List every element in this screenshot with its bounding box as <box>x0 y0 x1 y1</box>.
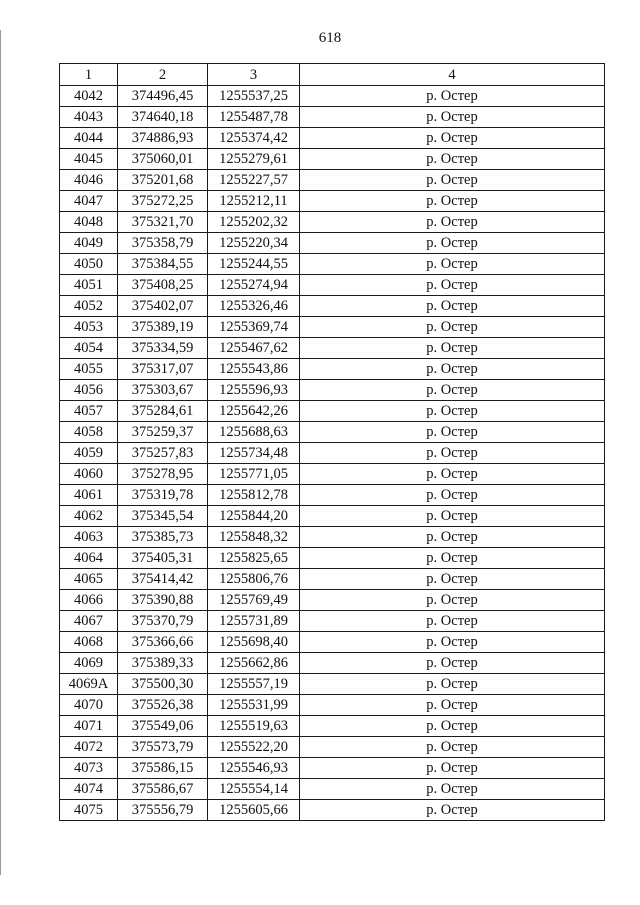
y-coordinate-cell: 1255202,32 <box>208 212 300 233</box>
y-coordinate-cell: 1255212,11 <box>208 191 300 212</box>
table-row <box>60 149 605 170</box>
x-coordinate-cell: 375272,25 <box>118 191 208 212</box>
x-coordinate-cell: 374886,93 <box>118 128 208 149</box>
y-coordinate-cell: 1255244,55 <box>208 254 300 275</box>
point-number-cell: 4065 <box>60 569 118 590</box>
x-coordinate-cell: 375500,30 <box>118 674 208 695</box>
y-coordinate-cell: 1255220,34 <box>208 233 300 254</box>
y-coordinate-cell: 1255554,14 <box>208 779 300 800</box>
point-number-cell: 4066 <box>60 590 118 611</box>
y-coordinate-cell: 1255326,46 <box>208 296 300 317</box>
description-cell: р. Остер <box>300 422 605 443</box>
point-number-cell: 4070 <box>60 695 118 716</box>
description-cell: р. Остер <box>300 695 605 716</box>
table-row <box>60 695 605 716</box>
point-number-cell: 4058 <box>60 422 118 443</box>
table-row <box>60 632 605 653</box>
table-row <box>60 422 605 443</box>
description-cell: р. Остер <box>300 275 605 296</box>
x-coordinate-cell: 375201,68 <box>118 170 208 191</box>
table-row <box>60 569 605 590</box>
point-number-cell: 4071 <box>60 716 118 737</box>
y-coordinate-cell: 1255642,26 <box>208 401 300 422</box>
y-coordinate-cell: 1255605,66 <box>208 800 300 821</box>
x-coordinate-cell: 375405,31 <box>118 548 208 569</box>
y-coordinate-cell: 1255557,19 <box>208 674 300 695</box>
description-cell: р. Остер <box>300 716 605 737</box>
x-coordinate-cell: 375259,37 <box>118 422 208 443</box>
x-coordinate-cell: 375358,79 <box>118 233 208 254</box>
description-cell: р. Остер <box>300 317 605 338</box>
description-cell: р. Остер <box>300 506 605 527</box>
point-number-cell: 4062 <box>60 506 118 527</box>
y-coordinate-cell: 1255596,93 <box>208 380 300 401</box>
x-coordinate-cell: 375549,06 <box>118 716 208 737</box>
description-cell: р. Остер <box>300 548 605 569</box>
y-coordinate-cell: 1255519,63 <box>208 716 300 737</box>
page-edge-line <box>0 30 1 875</box>
y-coordinate-cell: 1255522,20 <box>208 737 300 758</box>
description-cell: р. Остер <box>300 590 605 611</box>
point-number-cell: 4074 <box>60 779 118 800</box>
table-row <box>60 800 605 821</box>
y-coordinate-cell: 1255369,74 <box>208 317 300 338</box>
description-cell: р. Остер <box>300 737 605 758</box>
x-coordinate-cell: 375321,70 <box>118 212 208 233</box>
table-header-row <box>60 64 605 86</box>
x-coordinate-cell: 375319,78 <box>118 485 208 506</box>
point-number-cell: 4049 <box>60 233 118 254</box>
point-number-cell: 4068 <box>60 632 118 653</box>
x-coordinate-cell: 375586,67 <box>118 779 208 800</box>
y-coordinate-cell: 1255769,49 <box>208 590 300 611</box>
y-coordinate-cell: 1255848,32 <box>208 527 300 548</box>
x-coordinate-cell: 375526,38 <box>118 695 208 716</box>
description-cell: р. Остер <box>300 758 605 779</box>
table-row <box>60 170 605 191</box>
description-cell: р. Остер <box>300 800 605 821</box>
y-coordinate-cell: 1255227,57 <box>208 170 300 191</box>
column-header-1: 1 <box>60 64 118 86</box>
y-coordinate-cell: 1255374,42 <box>208 128 300 149</box>
table-row <box>60 191 605 212</box>
description-cell: р. Остер <box>300 632 605 653</box>
x-coordinate-cell: 375370,79 <box>118 611 208 632</box>
description-cell: р. Остер <box>300 254 605 275</box>
x-coordinate-cell: 374640,18 <box>118 107 208 128</box>
point-number-cell: 4050 <box>60 254 118 275</box>
table-row <box>60 233 605 254</box>
x-coordinate-cell: 375573,79 <box>118 737 208 758</box>
column-header-2: 2 <box>118 64 208 86</box>
x-coordinate-cell: 375385,73 <box>118 527 208 548</box>
table-row <box>60 674 605 695</box>
description-cell: р. Остер <box>300 380 605 401</box>
description-cell: р. Остер <box>300 611 605 632</box>
table-row <box>60 758 605 779</box>
description-cell: р. Остер <box>300 149 605 170</box>
y-coordinate-cell: 1255771,05 <box>208 464 300 485</box>
point-number-cell: 4056 <box>60 380 118 401</box>
point-number-cell: 4057 <box>60 401 118 422</box>
description-cell: р. Остер <box>300 128 605 149</box>
point-number-cell: 4048 <box>60 212 118 233</box>
y-coordinate-cell: 1255279,61 <box>208 149 300 170</box>
y-coordinate-cell: 1255531,99 <box>208 695 300 716</box>
x-coordinate-cell: 375257,83 <box>118 443 208 464</box>
y-coordinate-cell: 1255734,48 <box>208 443 300 464</box>
y-coordinate-cell: 1255487,78 <box>208 107 300 128</box>
point-number-cell: 4069 <box>60 653 118 674</box>
table-body <box>60 86 605 821</box>
description-cell: р. Остер <box>300 338 605 359</box>
table-row <box>60 317 605 338</box>
table-row <box>60 380 605 401</box>
x-coordinate-cell: 374496,45 <box>118 86 208 107</box>
point-number-cell: 4046 <box>60 170 118 191</box>
table-row <box>60 275 605 296</box>
description-cell: р. Остер <box>300 443 605 464</box>
y-coordinate-cell: 1255546,93 <box>208 758 300 779</box>
y-coordinate-cell: 1255806,76 <box>208 569 300 590</box>
table-row <box>60 779 605 800</box>
y-coordinate-cell: 1255698,40 <box>208 632 300 653</box>
point-number-cell: 4067 <box>60 611 118 632</box>
y-coordinate-cell: 1255688,63 <box>208 422 300 443</box>
y-coordinate-cell: 1255467,62 <box>208 338 300 359</box>
page-number: 618 <box>318 30 342 46</box>
y-coordinate-cell: 1255662,86 <box>208 653 300 674</box>
point-number-cell: 4045 <box>60 149 118 170</box>
x-coordinate-cell: 375284,61 <box>118 401 208 422</box>
description-cell: р. Остер <box>300 86 605 107</box>
coordinates-table <box>59 63 605 821</box>
table-row <box>60 485 605 506</box>
point-number-cell: 4047 <box>60 191 118 212</box>
x-coordinate-cell: 375384,55 <box>118 254 208 275</box>
table-row <box>60 128 605 149</box>
table-row <box>60 611 605 632</box>
x-coordinate-cell: 375408,25 <box>118 275 208 296</box>
table-row <box>60 107 605 128</box>
y-coordinate-cell: 1255537,25 <box>208 86 300 107</box>
x-coordinate-cell: 375366,66 <box>118 632 208 653</box>
point-number-cell: 4060 <box>60 464 118 485</box>
column-header-4: 4 <box>300 64 605 86</box>
description-cell: р. Остер <box>300 359 605 380</box>
table-row <box>60 548 605 569</box>
point-number-cell: 4073 <box>60 758 118 779</box>
point-number-cell: 4072 <box>60 737 118 758</box>
description-cell: р. Остер <box>300 569 605 590</box>
x-coordinate-cell: 375556,79 <box>118 800 208 821</box>
point-number-cell: 4043 <box>60 107 118 128</box>
y-coordinate-cell: 1255274,94 <box>208 275 300 296</box>
x-coordinate-cell: 375389,19 <box>118 317 208 338</box>
y-coordinate-cell: 1255812,78 <box>208 485 300 506</box>
y-coordinate-cell: 1255825,65 <box>208 548 300 569</box>
table-row <box>60 737 605 758</box>
point-number-cell: 4075 <box>60 800 118 821</box>
x-coordinate-cell: 375303,67 <box>118 380 208 401</box>
x-coordinate-cell: 375317,07 <box>118 359 208 380</box>
point-number-cell: 4061 <box>60 485 118 506</box>
description-cell: р. Остер <box>300 191 605 212</box>
y-coordinate-cell: 1255543,86 <box>208 359 300 380</box>
x-coordinate-cell: 375345,54 <box>118 506 208 527</box>
table-row <box>60 590 605 611</box>
y-coordinate-cell: 1255731,89 <box>208 611 300 632</box>
point-number-cell: 4044 <box>60 128 118 149</box>
y-coordinate-cell: 1255844,20 <box>208 506 300 527</box>
x-coordinate-cell: 375390,88 <box>118 590 208 611</box>
point-number-cell: 4059 <box>60 443 118 464</box>
point-number-cell: 4069А <box>60 674 118 695</box>
description-cell: р. Остер <box>300 401 605 422</box>
x-coordinate-cell: 375402,07 <box>118 296 208 317</box>
point-number-cell: 4063 <box>60 527 118 548</box>
column-header-3: 3 <box>208 64 300 86</box>
description-cell: р. Остер <box>300 170 605 191</box>
point-number-cell: 4042 <box>60 86 118 107</box>
table-row <box>60 401 605 422</box>
point-number-cell: 4053 <box>60 317 118 338</box>
point-number-cell: 4052 <box>60 296 118 317</box>
x-coordinate-cell: 375278,95 <box>118 464 208 485</box>
table-row <box>60 212 605 233</box>
description-cell: р. Остер <box>300 107 605 128</box>
description-cell: р. Остер <box>300 296 605 317</box>
x-coordinate-cell: 375334,59 <box>118 338 208 359</box>
description-cell: р. Остер <box>300 485 605 506</box>
table-row <box>60 338 605 359</box>
description-cell: р. Остер <box>300 233 605 254</box>
point-number-cell: 4051 <box>60 275 118 296</box>
description-cell: р. Остер <box>300 779 605 800</box>
x-coordinate-cell: 375389,33 <box>118 653 208 674</box>
table-row <box>60 86 605 107</box>
point-number-cell: 4054 <box>60 338 118 359</box>
table-row <box>60 653 605 674</box>
description-cell: р. Остер <box>300 464 605 485</box>
x-coordinate-cell: 375586,15 <box>118 758 208 779</box>
table-row <box>60 527 605 548</box>
description-cell: р. Остер <box>300 653 605 674</box>
x-coordinate-cell: 375414,42 <box>118 569 208 590</box>
point-number-cell: 4055 <box>60 359 118 380</box>
table-row <box>60 464 605 485</box>
x-coordinate-cell: 375060,01 <box>118 149 208 170</box>
description-cell: р. Остер <box>300 212 605 233</box>
table-row <box>60 359 605 380</box>
table-row <box>60 716 605 737</box>
table-row <box>60 254 605 275</box>
description-cell: р. Остер <box>300 674 605 695</box>
table-row <box>60 506 605 527</box>
point-number-cell: 4064 <box>60 548 118 569</box>
table-row <box>60 296 605 317</box>
description-cell: р. Остер <box>300 527 605 548</box>
table-row <box>60 443 605 464</box>
